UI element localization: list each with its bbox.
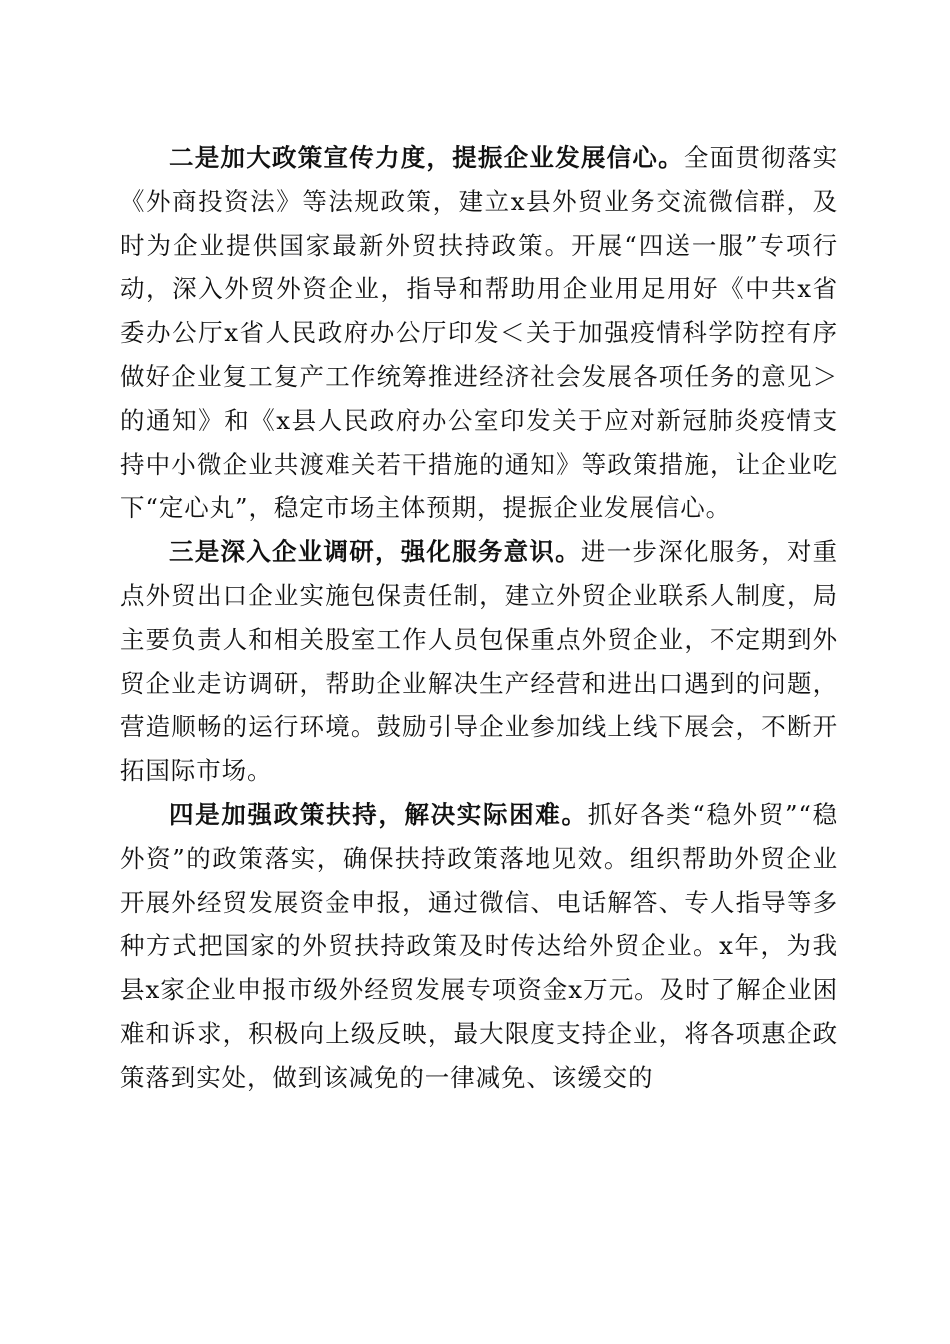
paragraph-enterprise-research bbox=[120, 530, 838, 793]
paragraph-heading: 二是加大政策宣传力度，提振企业发展信心。 bbox=[169, 143, 684, 172]
paragraph-body: 全面贯彻落实《外商投资法》等法规政策，建立x县外贸业务交流微信群，及时为企业提供国家最新外贸扶持政策。开展“四送一服”专项行动，深入外贸外资企业，指导和帮助用企业用足用好《中共x省委办公厅x省人民政府办公厅印发＜关于加强疫情科学防控有序做好企业复工复产工作统筹推进经济社会发展各项任务的意见＞的通知》和《x县人民政府办公室印发关于应对新冠肺炎疫情支持中小微企业共渡难关若干措施的通知》等政策措施，让企业吃下“定心丸”，稳定市场主体预期，提振企业发展信心。 bbox=[120, 143, 838, 523]
paragraph-heading: 四是加强政策扶持，解决实际困难。 bbox=[169, 799, 588, 829]
paragraph-body: 抓好各类“稳外贸”“稳外资”的政策落实，确保扶持政策落地见效。组织帮助外贸企业开展外经贸发展资金申报，通过微信、电话解答、专人指导等多种方式把国家的外贸扶持政策及时传达给外贸企业。x年，为我县x家企业申报市级外经贸发展专项资金x万元。及时了解企业困难和诉求，积极向上级反映，最大限度支持企业，将各项惠企政策落到实处，做到该减免的一律减免、该缓交的 bbox=[120, 799, 838, 1092]
document-page bbox=[120, 136, 838, 1100]
paragraph-policy-promotion bbox=[120, 136, 838, 530]
paragraph-heading: 三是深入企业调研，强化服务意识。 bbox=[169, 537, 581, 567]
paragraph-policy-support bbox=[120, 793, 838, 1100]
paragraph-body: 进一步深化服务，对重点外贸出口企业实施包保责任制，建立外贸企业联系人制度，局主要负责人和相关股室工作人员包保重点外贸企业，不定期到外贸企业走访调研，帮助企业解决生产经营和进出口遇到的问题，营造顺畅的运行环境。鼓励引导企业参加线上线下展会，不断开拓国际市场。 bbox=[120, 537, 838, 786]
